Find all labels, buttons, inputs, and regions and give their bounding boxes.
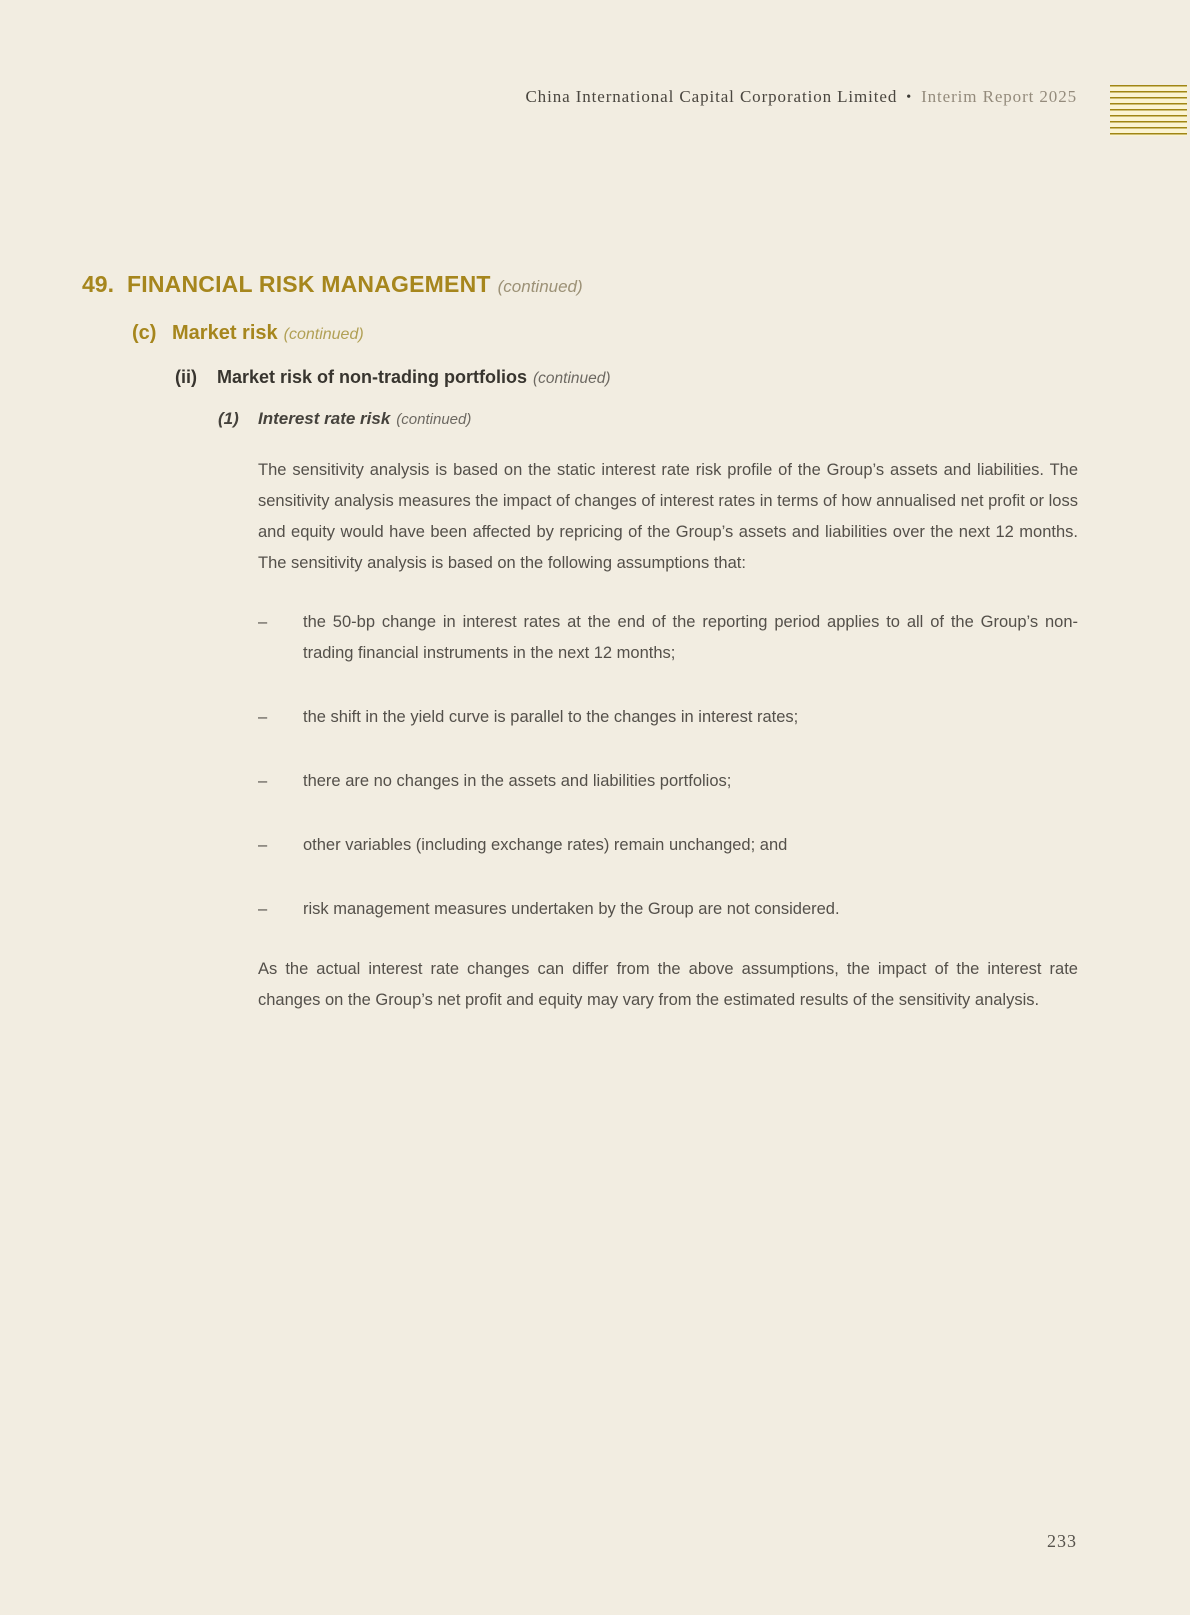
- subsection-interest-rate: [218, 408, 1078, 1016]
- list-item: [258, 766, 1078, 797]
- dash-bullet: –: [258, 772, 268, 790]
- non-trading-title: Market risk of non-trading portfolios (continued): [217, 367, 611, 387]
- list-item: [258, 894, 1078, 925]
- interest-rate-content: [258, 408, 1078, 1016]
- section-number: 49.: [82, 271, 114, 297]
- interest-rate-label: (1): [218, 409, 239, 428]
- list-item: [258, 607, 1078, 669]
- assumptions-list: [258, 607, 1078, 925]
- dash-bullet: –: [258, 613, 268, 631]
- non-trading-content: [217, 366, 1078, 1016]
- market-risk-continued: (continued): [283, 326, 364, 343]
- interest-rate-title: Interest rate risk (continued): [258, 409, 472, 428]
- non-trading-label: (ii): [175, 367, 197, 387]
- list-item-text: risk management measures undertaken by the Group are not considered.: [303, 900, 840, 918]
- gold-stripes-decoration-icon: [1110, 85, 1187, 136]
- list-item: [258, 702, 1078, 733]
- non-trading-continued: (continued): [533, 370, 611, 387]
- dash-bullet: –: [258, 836, 268, 854]
- company-name: China International Capital Corporation Limited: [525, 87, 898, 106]
- list-item-text: other variables (including exchange rates) remain unchanged; and: [303, 836, 788, 854]
- page-number: 233: [1047, 1531, 1077, 1551]
- section-continued: (continued): [497, 277, 583, 296]
- subsection-non-trading: [175, 366, 1078, 1016]
- market-risk-title: Market risk (continued): [172, 322, 364, 344]
- running-header: [0, 86, 1077, 109]
- report-title: Interim Report 2025: [921, 87, 1077, 106]
- closing-paragraph: As the actual interest rate changes can differ from the above assumptions, the impact of the interest rate changes on the Group’s net profit and equity may vary from the estimated results of the sensitivity analysis.: [258, 960, 1078, 1009]
- interest-rate-continued: (continued): [396, 411, 472, 428]
- dash-bullet: –: [258, 708, 268, 726]
- main-content: [82, 270, 1078, 1016]
- subsection-content: [172, 321, 1078, 1016]
- dash-bullet: –: [258, 900, 268, 918]
- separator-dot-icon: •: [906, 90, 913, 105]
- intro-paragraph: The sensitivity analysis is based on the static interest rate risk profile of the Group’s assets and liabilities. The sensitivity analysis measures the impact of changes of interest rates in terms of how annualised net profit or loss and equity would have been affected by repricing of the Group’s assets and liabilities over the next 12 months. The sensitivity analysis is based on the following assumptions that:: [258, 461, 1078, 572]
- list-item-text: the 50-bp change in interest rates at the end of the reporting period applies to all of the Group’s non-trading financial instruments in the next 12 months;: [303, 613, 1078, 662]
- list-item-text: there are no changes in the assets and liabilities portfolios;: [303, 772, 732, 790]
- list-item-text: the shift in the yield curve is parallel to the changes in interest rates;: [303, 708, 799, 726]
- subsection-label: (c): [132, 322, 157, 344]
- subsection-market-risk: [132, 321, 1078, 1016]
- list-item: [258, 830, 1078, 861]
- section-title: FINANCIAL RISK MANAGEMENT (continued): [127, 271, 583, 297]
- section-heading: [82, 270, 1078, 301]
